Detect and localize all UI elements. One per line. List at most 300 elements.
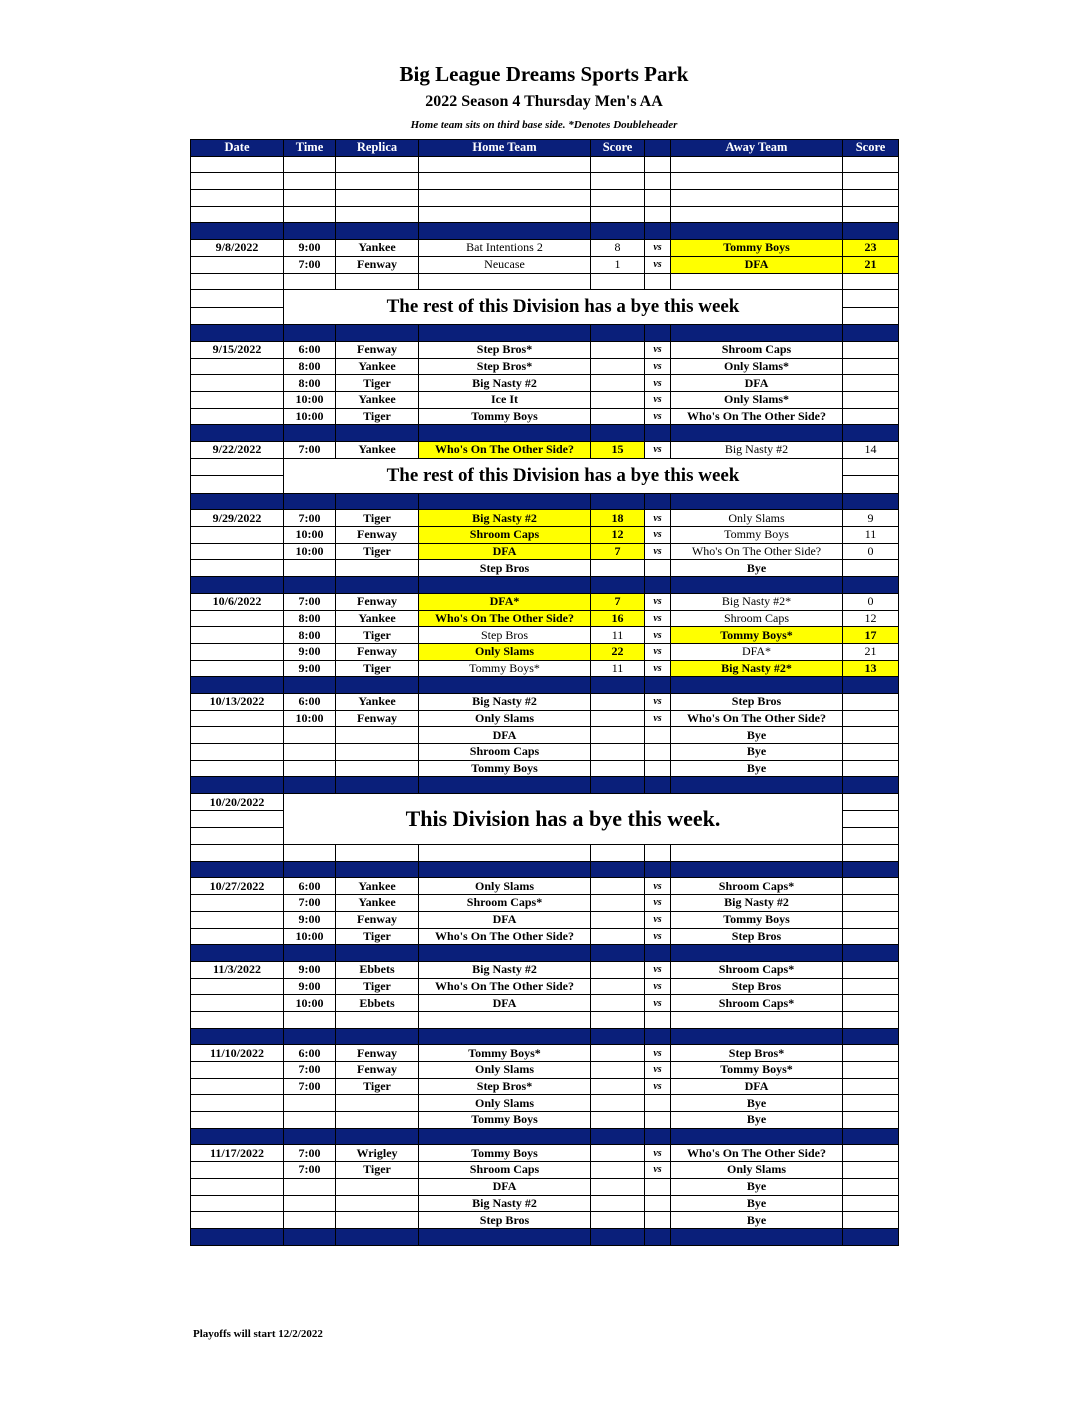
away-score: 0 bbox=[843, 543, 899, 560]
blank-row bbox=[191, 1011, 899, 1028]
separator-cell bbox=[645, 677, 671, 694]
home-team: Shroom Caps bbox=[419, 527, 591, 544]
separator-cell bbox=[419, 223, 591, 240]
separator-cell bbox=[284, 861, 336, 878]
separator-cell bbox=[336, 1228, 419, 1245]
separator-cell bbox=[843, 861, 899, 878]
game-replica bbox=[336, 1212, 419, 1229]
vs-label: vs bbox=[645, 978, 671, 995]
home-team: DFA* bbox=[419, 593, 591, 610]
blank-cell bbox=[671, 273, 843, 290]
blank-cell bbox=[645, 173, 671, 190]
blank-cell bbox=[419, 190, 591, 207]
blank-cell bbox=[284, 1011, 336, 1028]
home-team: Tommy Boys* bbox=[419, 660, 591, 677]
separator-cell bbox=[336, 1128, 419, 1145]
game-time: 7:00 bbox=[284, 1145, 336, 1162]
vs-label: vs bbox=[645, 593, 671, 610]
away-score bbox=[843, 1112, 899, 1129]
separator-cell bbox=[671, 1028, 843, 1045]
home-score bbox=[591, 995, 645, 1012]
game-row bbox=[191, 1178, 899, 1195]
game-row bbox=[191, 543, 899, 560]
blank-cell bbox=[671, 1011, 843, 1028]
home-score bbox=[591, 560, 645, 577]
away-score bbox=[843, 995, 899, 1012]
separator-cell bbox=[843, 493, 899, 510]
game-replica: Tiger bbox=[336, 928, 419, 945]
blank-cell bbox=[336, 845, 419, 862]
game-time bbox=[284, 1095, 336, 1112]
away-team: Step Bros bbox=[671, 693, 843, 710]
header-vs bbox=[645, 140, 671, 157]
vs-label bbox=[645, 1178, 671, 1195]
blank-cell bbox=[843, 156, 899, 173]
home-score bbox=[591, 1178, 645, 1195]
header-away-team: Away Team bbox=[671, 140, 843, 157]
game-time bbox=[284, 1112, 336, 1129]
separator-cell bbox=[591, 861, 645, 878]
week-separator bbox=[191, 777, 899, 794]
separator-cell bbox=[591, 223, 645, 240]
game-date bbox=[191, 1162, 284, 1179]
home-score: 11 bbox=[591, 627, 645, 644]
away-team: Who's On The Other Side? bbox=[671, 1145, 843, 1162]
separator-cell bbox=[645, 945, 671, 962]
game-date bbox=[191, 643, 284, 660]
blank-cell bbox=[284, 845, 336, 862]
away-score bbox=[843, 911, 899, 928]
separator-cell bbox=[645, 577, 671, 594]
home-team: Step Bros* bbox=[419, 358, 591, 375]
home-team: Only Slams bbox=[419, 1062, 591, 1079]
game-date bbox=[191, 1178, 284, 1195]
away-score: 21 bbox=[843, 256, 899, 273]
separator-cell bbox=[671, 861, 843, 878]
blank-cell bbox=[419, 273, 591, 290]
home-team: Who's On The Other Side? bbox=[419, 928, 591, 945]
separator-cell bbox=[284, 493, 336, 510]
game-date bbox=[191, 610, 284, 627]
game-date bbox=[191, 928, 284, 945]
blank-cell bbox=[336, 1011, 419, 1028]
away-team: Tommy Boys bbox=[671, 911, 843, 928]
away-team: Only Slams bbox=[671, 1162, 843, 1179]
separator-cell bbox=[419, 945, 591, 962]
away-score: 9 bbox=[843, 510, 899, 527]
separator-cell bbox=[843, 1028, 899, 1045]
game-time: 9:00 bbox=[284, 911, 336, 928]
game-date: 10/13/2022 bbox=[191, 693, 284, 710]
away-team: Shroom Caps bbox=[671, 610, 843, 627]
separator-cell bbox=[191, 777, 284, 794]
game-time: 8:00 bbox=[284, 358, 336, 375]
home-score: 15 bbox=[591, 442, 645, 459]
separator-cell bbox=[336, 223, 419, 240]
game-time bbox=[284, 560, 336, 577]
separator-cell bbox=[191, 677, 284, 694]
separator-cell bbox=[591, 1228, 645, 1245]
game-time: 9:00 bbox=[284, 961, 336, 978]
blank-cell bbox=[191, 476, 284, 494]
home-team: Tommy Boys bbox=[419, 760, 591, 777]
game-replica bbox=[336, 560, 419, 577]
week-separator bbox=[191, 1128, 899, 1145]
game-date bbox=[191, 627, 284, 644]
away-team: Only Slams bbox=[671, 510, 843, 527]
game-time: 8:00 bbox=[284, 610, 336, 627]
vs-label bbox=[645, 760, 671, 777]
game-time bbox=[284, 744, 336, 761]
game-date bbox=[191, 1195, 284, 1212]
away-score bbox=[843, 727, 899, 744]
game-date bbox=[191, 710, 284, 727]
blank-cell bbox=[645, 206, 671, 223]
separator-cell bbox=[671, 777, 843, 794]
blank-cell bbox=[191, 845, 284, 862]
away-score: 12 bbox=[843, 610, 899, 627]
game-replica: Tiger bbox=[336, 1078, 419, 1095]
separator-cell bbox=[336, 861, 419, 878]
header-away-score: Score bbox=[843, 140, 899, 157]
blank-cell bbox=[843, 794, 899, 811]
away-team: DFA bbox=[671, 375, 843, 392]
game-date bbox=[191, 1095, 284, 1112]
separator-cell bbox=[336, 577, 419, 594]
away-team: DFA* bbox=[671, 643, 843, 660]
separator-cell bbox=[419, 1028, 591, 1045]
game-row bbox=[191, 256, 899, 273]
game-time bbox=[284, 727, 336, 744]
game-replica: Fenway bbox=[336, 911, 419, 928]
away-team: Bye bbox=[671, 727, 843, 744]
bye-row bbox=[191, 458, 899, 476]
game-time: 7:00 bbox=[284, 442, 336, 459]
game-row bbox=[191, 744, 899, 761]
vs-label: vs bbox=[645, 627, 671, 644]
separator-cell bbox=[591, 1128, 645, 1145]
game-replica: Tiger bbox=[336, 510, 419, 527]
game-replica: Tiger bbox=[336, 1162, 419, 1179]
separator-cell bbox=[843, 677, 899, 694]
away-score bbox=[843, 760, 899, 777]
game-row bbox=[191, 593, 899, 610]
vs-label bbox=[645, 1112, 671, 1129]
game-date bbox=[191, 543, 284, 560]
away-team: Step Bros bbox=[671, 978, 843, 995]
home-team: Shroom Caps bbox=[419, 1162, 591, 1179]
separator-cell bbox=[645, 223, 671, 240]
separator-cell bbox=[591, 677, 645, 694]
separator-cell bbox=[191, 1028, 284, 1045]
away-score bbox=[843, 1095, 899, 1112]
blank-cell bbox=[645, 845, 671, 862]
game-date bbox=[191, 978, 284, 995]
game-time: 6:00 bbox=[284, 693, 336, 710]
vs-label: vs bbox=[645, 375, 671, 392]
separator-cell bbox=[191, 425, 284, 442]
separator-cell bbox=[191, 325, 284, 342]
home-team: Big Nasty #2 bbox=[419, 961, 591, 978]
away-team: Bye bbox=[671, 760, 843, 777]
separator-cell bbox=[843, 1128, 899, 1145]
game-row bbox=[191, 1095, 899, 1112]
home-team: Who's On The Other Side? bbox=[419, 978, 591, 995]
game-replica: Wrigley bbox=[336, 1145, 419, 1162]
separator-cell bbox=[191, 861, 284, 878]
week-separator bbox=[191, 1028, 899, 1045]
away-score bbox=[843, 961, 899, 978]
game-replica: Yankee bbox=[336, 442, 419, 459]
blank-cell bbox=[284, 273, 336, 290]
blank-cell bbox=[591, 190, 645, 207]
away-score bbox=[843, 978, 899, 995]
game-replica bbox=[336, 744, 419, 761]
game-replica: Yankee bbox=[336, 878, 419, 895]
home-team: Step Bros* bbox=[419, 341, 591, 358]
week-separator bbox=[191, 493, 899, 510]
home-score bbox=[591, 391, 645, 408]
blank-row bbox=[191, 173, 899, 190]
separator-cell bbox=[419, 1128, 591, 1145]
game-row bbox=[191, 878, 899, 895]
separator-cell bbox=[591, 577, 645, 594]
blank-cell bbox=[843, 206, 899, 223]
game-replica: Tiger bbox=[336, 627, 419, 644]
separator-cell bbox=[336, 677, 419, 694]
home-team: Only Slams bbox=[419, 643, 591, 660]
blank-cell bbox=[843, 273, 899, 290]
home-score bbox=[591, 1212, 645, 1229]
separator-cell bbox=[336, 1028, 419, 1045]
home-score: 8 bbox=[591, 240, 645, 257]
vs-label: vs bbox=[645, 1045, 671, 1062]
header-row bbox=[191, 140, 899, 157]
separator-cell bbox=[843, 1228, 899, 1245]
separator-cell bbox=[191, 223, 284, 240]
separator-cell bbox=[645, 325, 671, 342]
schedule-table bbox=[190, 139, 899, 1246]
vs-label: vs bbox=[645, 256, 671, 273]
game-row bbox=[191, 911, 899, 928]
game-row bbox=[191, 1212, 899, 1229]
separator-cell bbox=[419, 493, 591, 510]
home-score: 11 bbox=[591, 660, 645, 677]
away-team: Big Nasty #2* bbox=[671, 660, 843, 677]
blank-cell bbox=[284, 173, 336, 190]
home-team: Tommy Boys* bbox=[419, 1045, 591, 1062]
vs-label: vs bbox=[645, 895, 671, 912]
separator-cell bbox=[843, 945, 899, 962]
game-row bbox=[191, 660, 899, 677]
game-replica: Yankee bbox=[336, 610, 419, 627]
vs-label: vs bbox=[645, 928, 671, 945]
bye-message: The rest of this Division has a bye this week bbox=[284, 290, 843, 325]
week-separator bbox=[191, 677, 899, 694]
away-score bbox=[843, 928, 899, 945]
separator-cell bbox=[336, 493, 419, 510]
away-score bbox=[843, 560, 899, 577]
separator-cell bbox=[284, 1228, 336, 1245]
separator-cell bbox=[645, 493, 671, 510]
date-cell: 10/20/2022 bbox=[191, 794, 284, 811]
game-date bbox=[191, 744, 284, 761]
game-date bbox=[191, 895, 284, 912]
home-score bbox=[591, 895, 645, 912]
home-team: Who's On The Other Side? bbox=[419, 610, 591, 627]
separator-cell bbox=[419, 577, 591, 594]
vs-label bbox=[645, 744, 671, 761]
separator-cell bbox=[843, 223, 899, 240]
game-replica: Tiger bbox=[336, 408, 419, 425]
separator-cell bbox=[419, 861, 591, 878]
separator-cell bbox=[284, 425, 336, 442]
separator-cell bbox=[671, 677, 843, 694]
away-score bbox=[843, 1078, 899, 1095]
vs-label: vs bbox=[645, 610, 671, 627]
game-row bbox=[191, 693, 899, 710]
blank-cell bbox=[191, 156, 284, 173]
blank-cell bbox=[336, 190, 419, 207]
home-team: Tommy Boys bbox=[419, 1145, 591, 1162]
separator-cell bbox=[671, 425, 843, 442]
home-score bbox=[591, 1162, 645, 1179]
schedule-body bbox=[191, 140, 899, 1246]
home-team: Only Slams bbox=[419, 710, 591, 727]
game-date: 11/3/2022 bbox=[191, 961, 284, 978]
game-date bbox=[191, 358, 284, 375]
game-time: 7:00 bbox=[284, 593, 336, 610]
blank-cell bbox=[191, 273, 284, 290]
separator-cell bbox=[671, 1228, 843, 1245]
blank-cell bbox=[284, 156, 336, 173]
game-replica bbox=[336, 760, 419, 777]
away-score bbox=[843, 341, 899, 358]
week-separator bbox=[191, 425, 899, 442]
away-score bbox=[843, 878, 899, 895]
blank-cell bbox=[843, 190, 899, 207]
game-date bbox=[191, 560, 284, 577]
separator-cell bbox=[671, 945, 843, 962]
away-score bbox=[843, 1195, 899, 1212]
game-time: 9:00 bbox=[284, 240, 336, 257]
away-team: Bye bbox=[671, 744, 843, 761]
game-replica: Yankee bbox=[336, 358, 419, 375]
separator-cell bbox=[843, 425, 899, 442]
vs-label: vs bbox=[645, 391, 671, 408]
separator-cell bbox=[284, 223, 336, 240]
home-team: Tommy Boys bbox=[419, 1112, 591, 1129]
game-replica: Yankee bbox=[336, 693, 419, 710]
away-team: Only Slams* bbox=[671, 391, 843, 408]
game-date: 9/15/2022 bbox=[191, 341, 284, 358]
game-date: 9/29/2022 bbox=[191, 510, 284, 527]
game-replica: Yankee bbox=[336, 391, 419, 408]
game-row bbox=[191, 375, 899, 392]
game-row bbox=[191, 1112, 899, 1129]
game-replica: Fenway bbox=[336, 341, 419, 358]
vs-label: vs bbox=[645, 911, 671, 928]
separator-cell bbox=[284, 945, 336, 962]
game-date bbox=[191, 375, 284, 392]
game-time: 7:00 bbox=[284, 895, 336, 912]
game-row bbox=[191, 527, 899, 544]
vs-label bbox=[645, 1095, 671, 1112]
vs-label: vs bbox=[645, 643, 671, 660]
home-score bbox=[591, 1078, 645, 1095]
home-score bbox=[591, 358, 645, 375]
game-time bbox=[284, 1195, 336, 1212]
home-team: Shroom Caps bbox=[419, 744, 591, 761]
blank-cell bbox=[645, 156, 671, 173]
home-team: Bat Intentions 2 bbox=[419, 240, 591, 257]
home-score bbox=[591, 375, 645, 392]
game-time: 10:00 bbox=[284, 995, 336, 1012]
game-date: 9/8/2022 bbox=[191, 240, 284, 257]
game-date bbox=[191, 760, 284, 777]
blank-cell bbox=[645, 190, 671, 207]
bye-row bbox=[191, 794, 899, 811]
blank-cell bbox=[645, 1011, 671, 1028]
home-team: Big Nasty #2 bbox=[419, 693, 591, 710]
game-date bbox=[191, 727, 284, 744]
blank-cell bbox=[843, 173, 899, 190]
game-date bbox=[191, 256, 284, 273]
game-time bbox=[284, 760, 336, 777]
game-date bbox=[191, 660, 284, 677]
game-row bbox=[191, 1195, 899, 1212]
game-time: 10:00 bbox=[284, 928, 336, 945]
blank-cell bbox=[191, 828, 284, 845]
away-team: Shroom Caps* bbox=[671, 995, 843, 1012]
blank-cell bbox=[843, 290, 899, 308]
game-date bbox=[191, 1212, 284, 1229]
away-score: 0 bbox=[843, 593, 899, 610]
separator-cell bbox=[191, 1128, 284, 1145]
away-team: Who's On The Other Side? bbox=[671, 408, 843, 425]
separator-cell bbox=[284, 1128, 336, 1145]
game-time: 9:00 bbox=[284, 978, 336, 995]
away-team: Step Bros* bbox=[671, 1045, 843, 1062]
blank-row bbox=[191, 190, 899, 207]
separator-cell bbox=[671, 325, 843, 342]
game-row bbox=[191, 358, 899, 375]
game-time bbox=[284, 1212, 336, 1229]
home-score bbox=[591, 1062, 645, 1079]
game-time: 6:00 bbox=[284, 341, 336, 358]
header-home-score: Score bbox=[591, 140, 645, 157]
home-score bbox=[591, 744, 645, 761]
blank-cell bbox=[671, 845, 843, 862]
doubleheader-note: Home team sits on third base side. *Denotes Doubleheader bbox=[410, 119, 678, 131]
separator-cell bbox=[191, 945, 284, 962]
vs-label: vs bbox=[645, 961, 671, 978]
game-row bbox=[191, 1078, 899, 1095]
home-score: 22 bbox=[591, 643, 645, 660]
away-score bbox=[843, 1062, 899, 1079]
game-row bbox=[191, 1045, 899, 1062]
separator-cell bbox=[645, 1128, 671, 1145]
away-team: Shroom Caps* bbox=[671, 878, 843, 895]
separator-cell bbox=[336, 325, 419, 342]
game-date: 11/10/2022 bbox=[191, 1045, 284, 1062]
bye-message: The rest of this Division has a bye this week bbox=[284, 458, 843, 493]
vs-label: vs bbox=[645, 442, 671, 459]
vs-label: vs bbox=[645, 995, 671, 1012]
home-score: 7 bbox=[591, 543, 645, 560]
separator-cell bbox=[191, 577, 284, 594]
blank-cell bbox=[419, 845, 591, 862]
